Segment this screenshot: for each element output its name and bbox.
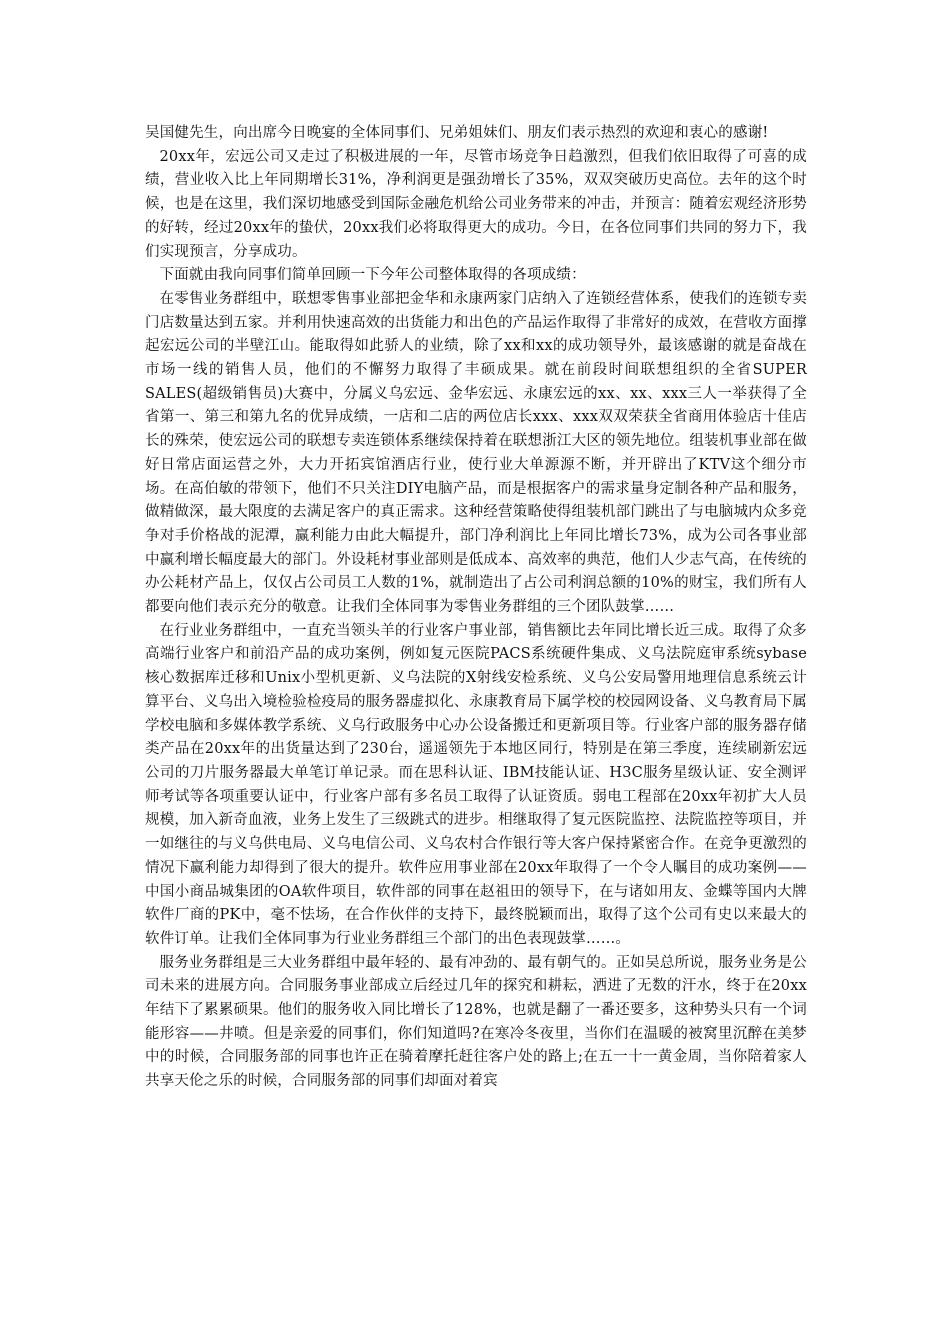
paragraph-review-intro: 下面就由我向同事们简单回顾一下今年公司整体取得的各项成绩： xyxy=(159,267,586,284)
paragraph-service-group: 服务业务群组是三大业务群组中最年轻的、最有冲劲的、最有朝气的。正如吴总所说，服务业务是公司未来的进展方向。合同服务事业部成立后经过几年的探究和耕耘，洒进了无数的汗水，终于在20xx年结下了累累硕果。他们的服务收入同比增长了128%，也就是翻了一番还要多，这种势头只有一个词能形容——井喷。但是亲爱的同事们，你们知道吗?在寒冷冬夜里，当你们在温暖的被窝里沉醉在美梦中的时候，合同服务部的同事也许正在骑着摩托赶往客户处的路上;在五一十一黄金周，当你陪着家人共享天伦之乐的时候，合同服务部的同事们却面对着宾 xyxy=(145,954,807,1090)
paragraph-annual-results: 20xx年，宏远公司又走过了积极进展的一年，尽管市场竞争日趋激烈，但我们依旧取得了可喜的成绩，营业收入比上年同期增长31%，净利润更是强劲增长了35%，双双突破历史高位。去年的这个时候，也是在这里，我们深切地感受到国际金融危机给公司业务带来的冲击，并预言：随着宏观经济形势的好转，经过20xx年的蛰伏，20xx我们必将取得更大的成功。今日，在各位同事们共同的努力下，我们实现预言，分享成功。 xyxy=(145,148,807,260)
document-body xyxy=(145,122,807,1094)
paragraph-greeting-continuation: 吴国健先生，向出席今日晚宴的全体同事们、兄弟姐妹们、朋友们表示热烈的欢迎和衷心的感谢! xyxy=(145,125,769,141)
paragraph-retail-group: 在零售业务群组中，联想零售事业部把金华和永康两家门店纳入了连锁经营体系，使我们的连锁专卖门店数量达到五家。并利用快速高效的出货能力和出色的产品运作取得了非常好的成效，在营收方面撑起宏远公司的半壁江山。能取得如此骄人的业绩，除了xx和xx的成功领导外，最该感谢的就是奋战在市场一线的销售人员，他们的不懈努力取得了丰硕成果。就在前段时间联想组织的全省SUPER SALES(超级销售员)大赛中，分属义乌宏远、金华宏远、永康宏远的xx、xx、xxx三人一举获得了全省第一、第三和第九名的优异成绩，一店和二店的两位店长xxx、xxx双双荣获全省商用体验店十佳店长的殊荣，使宏远公司的联想专卖连锁体系继续保持着在联想浙江大区的领先地位。组装机事业部在做好日常店面运营之外，大力开拓宾馆酒店行业，使行业大单源源不断，并开辟出了KTV这个细分市场。在高伯敏的带领下，他们不只关注DIY电脑产品，而是根据客户的需求量身定制各种产品和服务，做精做深，最大限度的去满足客户的真正需求。这种经营策略使得组装机部门跳出了与电脑城内众多竞争对手价格战的泥潭，赢利能力由此大幅提升，部门净利润比上年同比增长73%，成为公司各事业部中赢利增长幅度最大的部门。外设耗材事业部则是低成本、高效率的典范，他们人少志气高，在传统的办公耗材产品上，仅仅占公司员工人数的1%，就制造出了占公司利润总额的10%的财宝，我们所有人都要向他们表示充分的敬意。让我们全体同事为零售业务群组的三个团队鼓掌…… xyxy=(145,290,807,616)
paragraph-industry-group: 在行业业务群组中，一直充当领头羊的行业客户事业部，销售额比去年同比增长近三成。取得了众多高端行业客户和前沿产品的成功案例，例如复元医院PACS系统硬件集成、义乌法院庭审系统sybase核心数据库迁移和Unix小型机更新、义乌法院的X射线安检系统、义乌公安局警用地理信息系统云计算平台、义乌出入境检验检疫局的服务器虚拟化、永康教育局下属学校的校园网设备、义乌教育局下属学校电脑和多媒体教学系统、义乌行政服务中心办公设备搬迁和更新项目等。行业客户部的服务器存储类产品在20xx年的出货量达到了230台，遥遥领先于本地区同行，特别是在第三季度，连续刷新宏远公司的刀片服务器最大单笔订单记录。而在思科认证、IBM技能认证、H3C服务星级认证、安全测评师考试等各项重要认证中，行业客户部有多名员工取得了认证资质。弱电工程部在20xx年初扩大人员规模，加入新奇血液，业务上发生了三级跳式的进步。相继取得了复元医院监控、法院监控等项目，并一如继往的与义乌供电局、义乌电信公司、义乌农村合作银行等大客户保持紧密合作。在竞争更激烈的情况下赢利能力却得到了很大的提升。软件应用事业部在20xx年取得了一个令人瞩目的成功案例——中国小商品城集团的OA软件项目，软件部的同事在赵祖田的领导下，在与诸如用友、金蝶等国内大牌软件厂商的PK中，毫不怯场，在合作伙伴的支持下，最终脱颖而出，取得了这个公司有史以来最大的软件订单。让我们全体同事为行业业务群组三个部门的出色表现鼓掌……。 xyxy=(145,622,807,947)
